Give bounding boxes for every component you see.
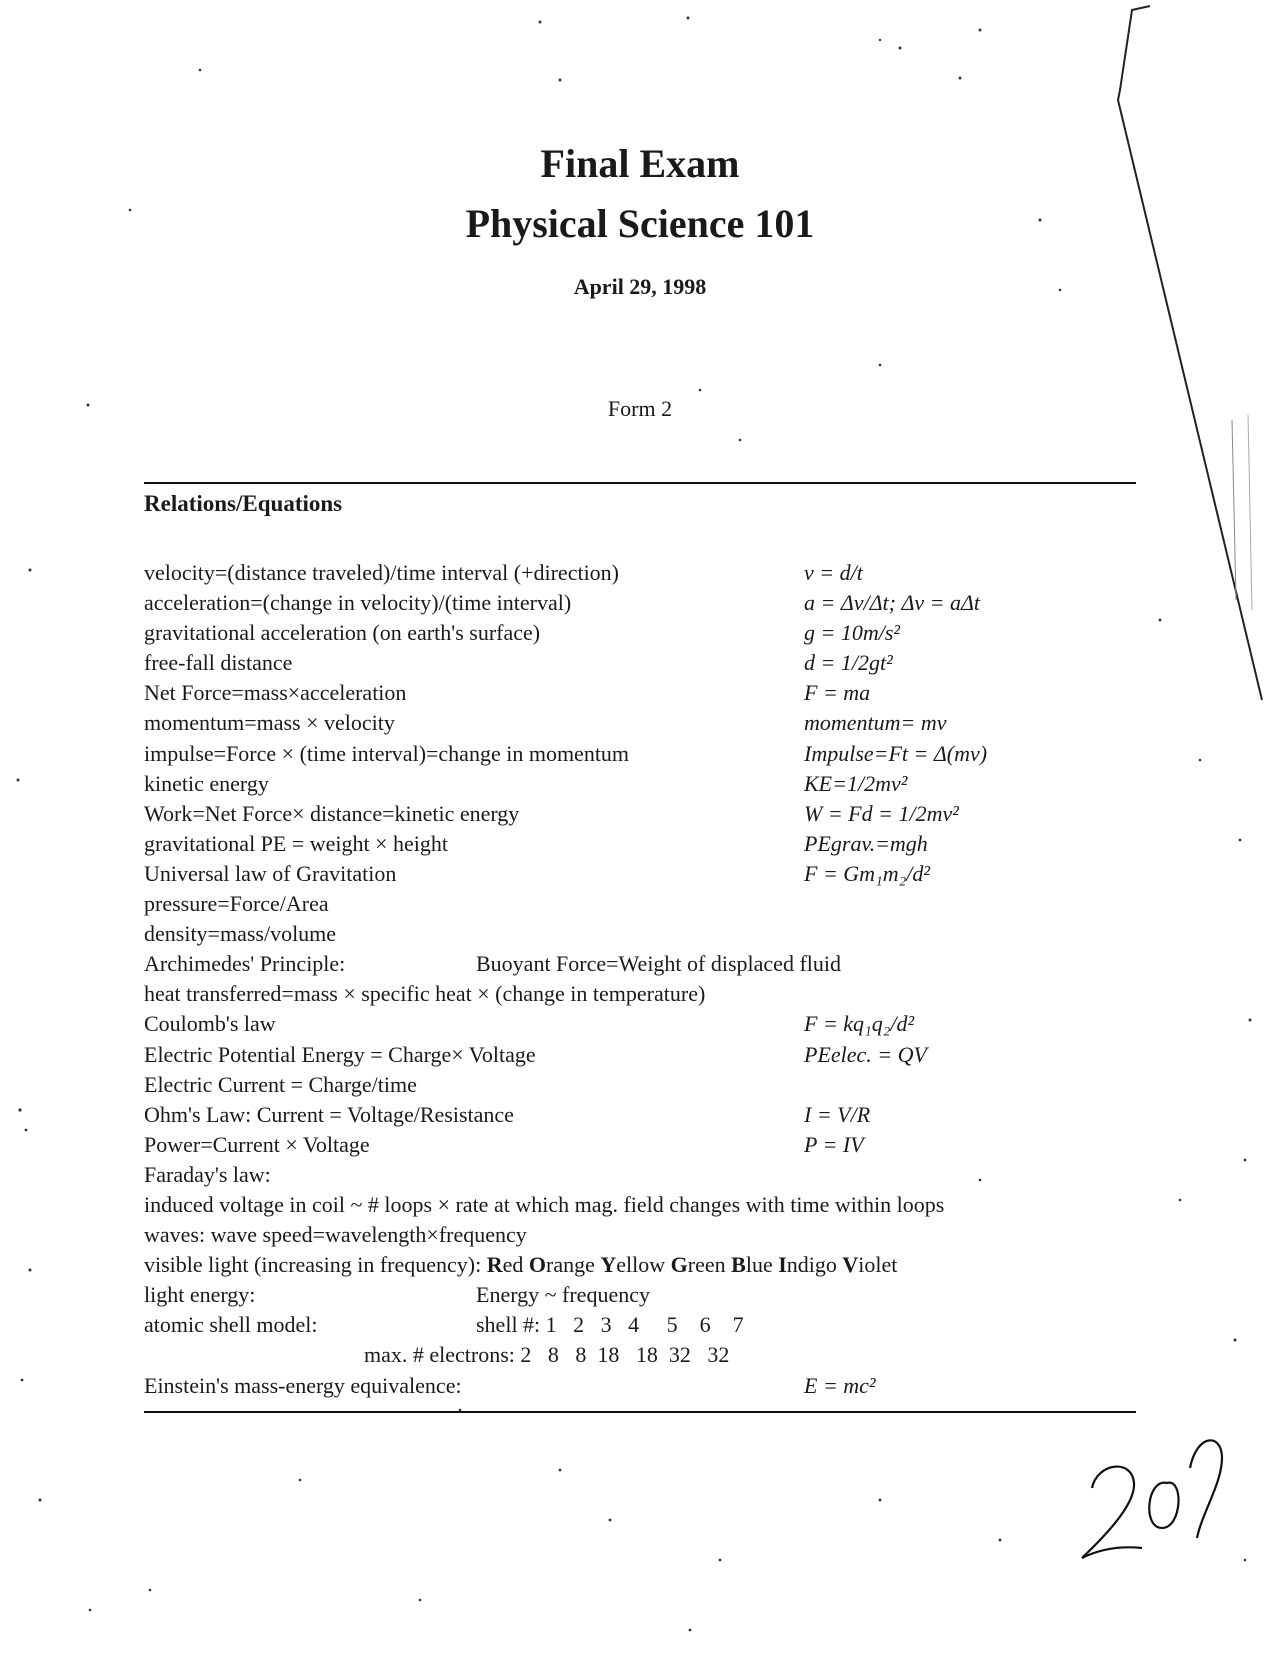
equation-row bbox=[144, 799, 1184, 829]
relation-text: Power=Current × Voltage bbox=[144, 1131, 370, 1157]
relation-text: acceleration=(change in velocity)/(time interval) bbox=[144, 590, 572, 616]
electron-count: 18 bbox=[597, 1342, 620, 1368]
relation-text: density=mass/volume bbox=[144, 921, 337, 947]
shell-values bbox=[476, 1310, 744, 1340]
shell-model-label: atomic shell model: bbox=[144, 1312, 318, 1338]
formula-text: PEgrav.=mgh bbox=[804, 830, 928, 856]
formula-text: g = 10m/s² bbox=[804, 620, 901, 646]
formula-text: F = Gm₁m₂/d² bbox=[804, 860, 930, 886]
visible-light-row bbox=[144, 1250, 1184, 1280]
relation-text: Coulomb's law bbox=[144, 1011, 276, 1037]
visible-light-label: visible light (increasing in frequency): bbox=[144, 1252, 482, 1278]
relation-text: Net Force=mass×acceleration bbox=[144, 680, 407, 706]
formula-text: PEelec. = QV bbox=[804, 1041, 927, 1067]
formula-text: Impulse=Ft = Δ(mv) bbox=[804, 740, 988, 766]
light-energy-label: light energy: bbox=[144, 1282, 256, 1308]
archimedes-text: Buoyant Force=Weight of displaced fluid bbox=[476, 951, 841, 977]
waves-row bbox=[144, 1220, 1184, 1250]
handwritten-number-207 bbox=[1072, 1428, 1232, 1568]
relation-text: gravitational PE = weight × height bbox=[144, 830, 449, 856]
course-title: Physical Science 101 bbox=[465, 201, 815, 246]
section-heading: Relations/Equations bbox=[144, 491, 343, 516]
equation-row bbox=[144, 678, 1184, 708]
formula-text: F = ma bbox=[804, 680, 871, 706]
heat-row bbox=[144, 979, 1184, 1009]
electron-count: 32 bbox=[707, 1342, 730, 1368]
heat-text: heat transferred=mass × specific heat × (change in temperature) bbox=[144, 981, 706, 1007]
electrons-row bbox=[144, 1340, 1184, 1370]
equation-row bbox=[144, 708, 1184, 738]
formula-text: v = d/t bbox=[804, 560, 863, 585]
relation-text: Ohm's Law: Current = Voltage/Resistance bbox=[144, 1101, 514, 1127]
equation-row bbox=[144, 1100, 1184, 1130]
equation-row bbox=[144, 1130, 1184, 1160]
shell-row bbox=[144, 1310, 1184, 1340]
einstein-formula: E = mc² bbox=[804, 1372, 876, 1398]
exam-date: April 29, 1998 bbox=[573, 274, 707, 299]
color-red: Red bbox=[486, 1252, 524, 1278]
color-yellow: Yellow bbox=[600, 1252, 666, 1278]
equation-row bbox=[144, 1040, 1184, 1070]
relation-text: kinetic energy bbox=[144, 770, 269, 796]
equation-row bbox=[144, 558, 1184, 588]
relation-text: Electric Current = Charge/time bbox=[144, 1071, 417, 1097]
relation-text: free-fall distance bbox=[144, 650, 293, 676]
electron-count: 32 bbox=[668, 1342, 691, 1368]
equation-row bbox=[144, 618, 1184, 648]
shell-number: 7 bbox=[732, 1312, 744, 1338]
shell-number: 2 bbox=[573, 1312, 585, 1338]
shell-number: 6 bbox=[699, 1312, 711, 1338]
formula-text: I = V/R bbox=[804, 1101, 871, 1127]
formula-text: KE=1/2mv² bbox=[804, 770, 908, 796]
relation-text: Work=Net Force× distance=kinetic energy bbox=[144, 800, 520, 826]
exam-form: Form 2 bbox=[607, 396, 673, 421]
relation-text: impulse=Force × (time interval)=change in momentum bbox=[144, 740, 630, 766]
shell-label: shell #: bbox=[476, 1312, 541, 1338]
equation-row bbox=[144, 588, 1184, 618]
relation-text: momentum=mass × velocity bbox=[144, 710, 395, 736]
relation-text: gravitational acceleration (on earth's surface) bbox=[144, 620, 541, 646]
equation-row bbox=[144, 739, 1184, 769]
formula-text: W = Fd = 1/2mv² bbox=[804, 800, 959, 826]
faraday-label-row bbox=[144, 1160, 1184, 1190]
archimedes-label: Archimedes' Principle: bbox=[144, 951, 346, 977]
waves-text: waves: wave speed=wavelength×frequency bbox=[144, 1222, 527, 1248]
exam-title: Final Exam bbox=[540, 141, 740, 186]
color-indigo: Indigo bbox=[778, 1252, 837, 1278]
equation-list bbox=[144, 558, 1184, 1401]
top-divider bbox=[144, 482, 1136, 484]
equation-row bbox=[144, 889, 1184, 919]
shell-number: 1 bbox=[545, 1312, 557, 1338]
color-green: Green bbox=[670, 1252, 726, 1278]
light-energy-row bbox=[144, 1280, 1184, 1310]
relation-text: Universal law of Gravitation bbox=[144, 860, 397, 886]
faraday-label: Faraday's law: bbox=[144, 1161, 271, 1187]
equation-row bbox=[144, 648, 1184, 678]
einstein-row bbox=[144, 1371, 1184, 1401]
formula-text: F = kq₁q₂/d² bbox=[804, 1011, 915, 1037]
electrons-label: max. # electrons: bbox=[364, 1342, 515, 1368]
shell-number: 4 bbox=[628, 1312, 640, 1338]
equation-row bbox=[144, 769, 1184, 799]
formula-text: momentum= mv bbox=[804, 710, 947, 736]
equation-row bbox=[144, 1070, 1184, 1100]
color-blue: Blue bbox=[731, 1252, 773, 1278]
archimedes-row bbox=[144, 949, 1184, 979]
electron-values bbox=[364, 1340, 729, 1370]
electron-count: 8 bbox=[575, 1342, 587, 1368]
shell-number: 5 bbox=[666, 1312, 678, 1338]
visible-light-text bbox=[144, 1250, 897, 1280]
bottom-divider bbox=[144, 1411, 1136, 1413]
color-list bbox=[487, 1252, 898, 1277]
electron-count: 8 bbox=[547, 1342, 559, 1368]
formula-text: P = IV bbox=[804, 1131, 864, 1157]
faraday-text: induced voltage in coil ~ # loops × rate at which mag. field changes with time within loops bbox=[144, 1191, 945, 1217]
relation-text: Electric Potential Energy = Charge× Voltage bbox=[144, 1041, 536, 1067]
equation-row bbox=[144, 1009, 1184, 1039]
einstein-label: Einstein's mass-energy equivalence: bbox=[144, 1372, 462, 1398]
relation-text: velocity=(distance traveled)/time interval (+direction) bbox=[144, 560, 620, 585]
electron-count: 18 bbox=[635, 1342, 658, 1368]
color-violet: Violet bbox=[842, 1252, 898, 1278]
formula-text: a = Δv/Δt; Δv = aΔt bbox=[804, 590, 981, 616]
equation-row bbox=[144, 919, 1184, 949]
formula-text: d = 1/2gt² bbox=[804, 650, 893, 676]
electron-count: 2 bbox=[520, 1342, 532, 1368]
equation-row bbox=[144, 859, 1184, 889]
light-energy-text: Energy ~ frequency bbox=[476, 1282, 650, 1308]
shell-number: 3 bbox=[600, 1312, 612, 1338]
faraday-text-row bbox=[144, 1190, 1184, 1220]
color-orange: Orange bbox=[528, 1252, 595, 1278]
relation-text: pressure=Force/Area bbox=[144, 891, 329, 917]
equation-row bbox=[144, 829, 1184, 859]
